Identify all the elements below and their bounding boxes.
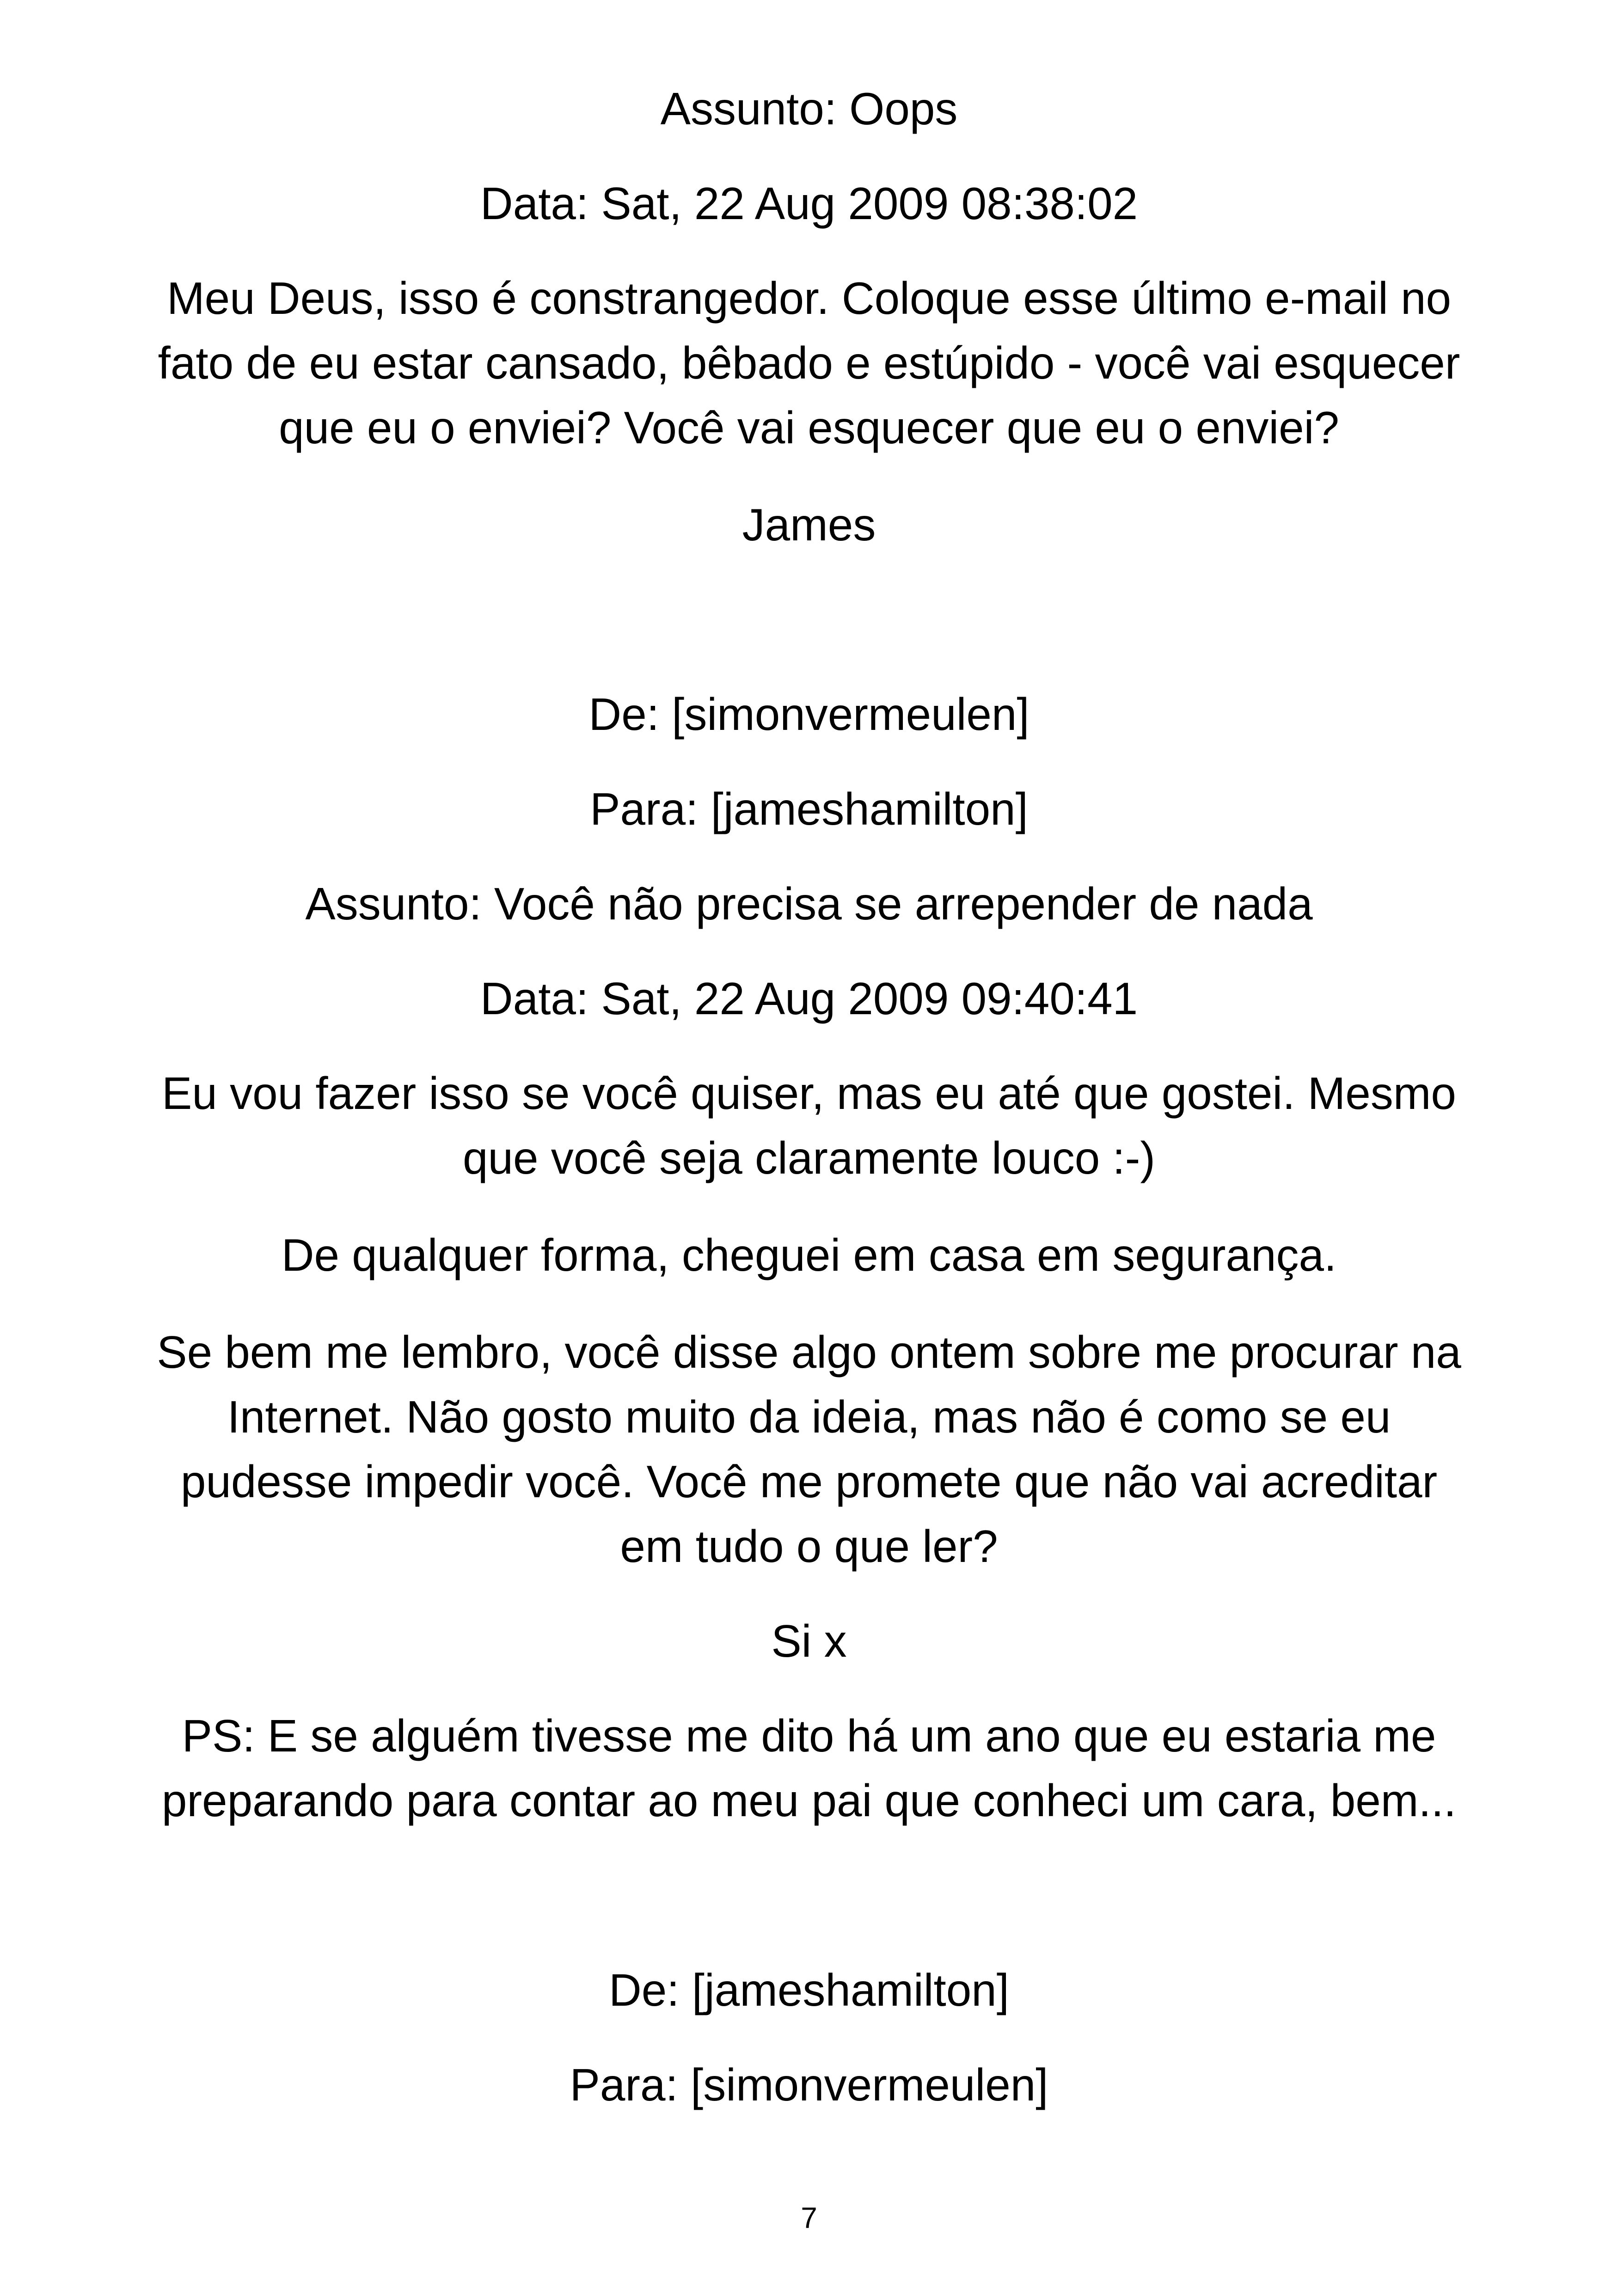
email2-paragraph3-line-1: Se bem me lembro, você disse algo ontem sobre me procurar na — [157, 1327, 1461, 1378]
page-number: 7 — [801, 2201, 817, 2235]
email2-paragraph1-line-2: que você seja claramente louco :-) — [463, 1133, 1155, 1183]
email2-paragraph3-line-3: pudesse impedir você. Você me promete que não vai acreditar — [180, 1456, 1438, 1507]
email1-date: Data: Sat, 22 Aug 2009 08:38:02 — [480, 178, 1138, 229]
email1-body-line-3: que eu o enviei? Você vai esquecer que eu o enviei? — [279, 402, 1339, 453]
email2-paragraph1-line-1: Eu vou fazer isso se você quiser, mas eu até que gostei. Mesmo — [162, 1068, 1456, 1119]
email2-paragraph2: De qualquer forma, cheguei em casa em segurança. — [281, 1230, 1337, 1280]
email2-date: Data: Sat, 22 Aug 2009 09:40:41 — [480, 973, 1138, 1024]
email2-from: De: [simonvermeulen] — [588, 689, 1030, 740]
email2-subject: Assunto: Você não precisa se arrepender de nada — [305, 878, 1313, 929]
email3-to: Para: [simonvermeulen] — [570, 2059, 1048, 2110]
email2-signature: Si x — [771, 1616, 847, 1666]
email2-paragraph3-line-2: Internet. Não gosto muito da ideia, mas não é como se eu — [227, 1391, 1391, 1442]
email1-subject: Assunto: Oops — [660, 83, 958, 134]
email1-body-line-1: Meu Deus, isso é constrangedor. Coloque esse último e-mail no — [166, 273, 1452, 324]
email2-paragraph3-line-4: em tudo o que ler? — [620, 1521, 998, 1572]
email1-body-line-2: fato de eu estar cansado, bêbado e estúpido - você vai esquecer — [158, 337, 1460, 388]
email2-ps-line-1: PS: E se alguém tivesse me dito há um ano que eu estaria me — [182, 1710, 1436, 1761]
email3-from: De: [jameshamilton] — [608, 1965, 1010, 2015]
email2-ps-line-2: preparando para contar ao meu pai que conheci um cara, bem... — [161, 1775, 1457, 1826]
email2-to: Para: [jameshamilton] — [590, 784, 1028, 834]
email1-signature: James — [742, 499, 876, 550]
